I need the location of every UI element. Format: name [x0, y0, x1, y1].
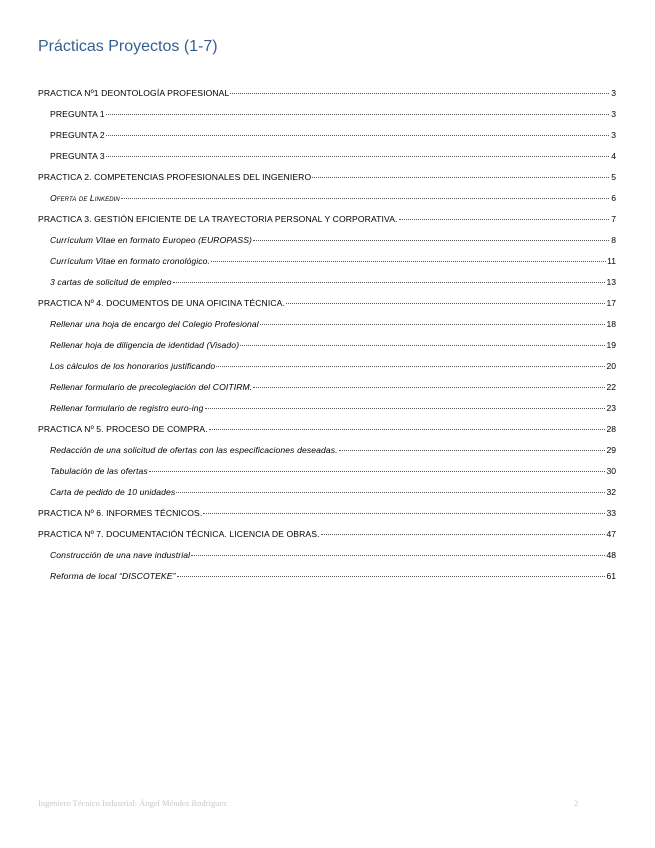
toc-entry-label: PRACTICA 3. GESTIÓN EFICIENTE DE LA TRAYECTORIA PERSONAL Y CORPORATIVA.	[38, 214, 398, 224]
toc-entry-page: 4	[611, 151, 616, 161]
toc-entry-label: 3 cartas de solicitud de empleo	[50, 277, 172, 287]
toc-dot-leader	[205, 408, 606, 409]
toc-dot-leader	[176, 492, 605, 493]
toc-entry-page: 6	[611, 193, 616, 203]
toc-entry-page: 22	[606, 382, 616, 392]
toc-dot-leader	[191, 555, 605, 556]
toc-entry-section[interactable]	[38, 528, 616, 549]
toc-entry-page: 3	[611, 109, 616, 119]
toc-entry-page: 20	[606, 361, 616, 371]
toc-entry-label: Redacción de una solicitud de ofertas con las especificaciones deseadas.	[50, 445, 338, 455]
toc-entry-label: PREGUNTA 1	[50, 109, 105, 119]
toc-entry-label: Currículum Vitae en formato Europeo (EUROPASS)	[50, 235, 253, 245]
toc-entry-label: Currículum Vitae en formato cronológico.	[50, 256, 211, 266]
toc-entry-page: 23	[606, 403, 616, 413]
toc-entry-label: PREGUNTA 3	[50, 151, 105, 161]
toc-entry-page: 11	[607, 256, 616, 266]
toc-entry-page: 61	[606, 571, 616, 581]
toc-dot-leader	[399, 219, 609, 220]
toc-entry-label: Carta de pedido de 10 unidades	[50, 487, 176, 497]
toc-entry-label: PRACTICA Nº1 DEONTOLOGÍA PROFESIONAL	[38, 88, 230, 98]
toc-entry-subsection[interactable]	[38, 150, 616, 171]
toc-entry-label: Tabulación de las ofertas	[50, 466, 148, 476]
table-of-contents	[38, 87, 616, 591]
toc-dot-leader	[260, 324, 606, 325]
toc-entry-page: 3	[611, 88, 616, 98]
footer-author: Ingeniero Técnico Industrial: Ángel Méndez Rodríguez	[38, 798, 227, 808]
toc-entry-section[interactable]	[38, 87, 616, 108]
toc-entry-label: Rellenar formulario de precolegiación del COITIRM.	[50, 382, 253, 392]
toc-entry-subsection[interactable]	[38, 465, 616, 486]
toc-entry-page: 32	[606, 487, 616, 497]
toc-entry-page: 18	[606, 319, 616, 329]
toc-entry-page: 33	[606, 508, 616, 518]
toc-dot-leader	[312, 177, 609, 178]
toc-dot-leader	[286, 303, 605, 304]
toc-entry-subsection[interactable]	[38, 192, 616, 213]
toc-entry-section[interactable]	[38, 297, 616, 318]
toc-entry-page: 7	[611, 214, 616, 224]
toc-entry-page: 48	[606, 550, 616, 560]
toc-dot-leader	[121, 198, 609, 199]
toc-dot-leader	[203, 513, 605, 514]
toc-entry-subsection[interactable]	[38, 108, 616, 129]
toc-entry-page: 5	[611, 172, 616, 182]
toc-entry-label: PRACTICA Nº 7. DOCUMENTACIÓN TÉCNICA. LICENCIA DE OBRAS.	[38, 529, 320, 539]
toc-entry-subsection[interactable]	[38, 570, 616, 591]
toc-entry-label: Oferta de Linkedin	[50, 193, 120, 203]
toc-entry-page: 17	[606, 298, 616, 308]
toc-dot-leader	[240, 345, 605, 346]
toc-entry-subsection[interactable]	[38, 255, 616, 276]
toc-dot-leader	[106, 156, 609, 157]
toc-entry-subsection[interactable]	[38, 549, 616, 570]
toc-entry-page: 29	[606, 445, 616, 455]
toc-entry-subsection[interactable]	[38, 402, 616, 423]
toc-entry-subsection[interactable]	[38, 276, 616, 297]
toc-dot-leader	[177, 576, 606, 577]
toc-entry-label: PRACTICA Nº 6. INFORMES TÉCNICOS.	[38, 508, 203, 518]
toc-entry-label: Reforma de local “DISCOTEKE”	[50, 571, 176, 581]
toc-entry-page: 30	[606, 466, 616, 476]
toc-entry-subsection[interactable]	[38, 129, 616, 150]
toc-dot-leader	[253, 240, 609, 241]
toc-entry-page: 28	[606, 424, 616, 434]
toc-dot-leader	[209, 429, 606, 430]
document-title: Prácticas Proyectos (1-7)	[38, 38, 218, 55]
toc-entry-subsection[interactable]	[38, 486, 616, 507]
toc-entry-label: PRACTICA Nº 5. PROCESO DE COMPRA.	[38, 424, 208, 434]
toc-entry-subsection[interactable]	[38, 318, 616, 339]
toc-dot-leader	[253, 387, 605, 388]
toc-entry-subsection[interactable]	[38, 444, 616, 465]
toc-entry-label: Rellenar hoja de diligencia de identidad (Visado)	[50, 340, 240, 350]
toc-entry-section[interactable]	[38, 213, 616, 234]
toc-dot-leader	[216, 366, 605, 367]
toc-entry-subsection[interactable]	[38, 360, 616, 381]
toc-entry-section[interactable]	[38, 171, 616, 192]
toc-entry-label: Rellenar una hoja de encargo del Colegio Profesional	[50, 319, 259, 329]
toc-entry-subsection[interactable]	[38, 381, 616, 402]
toc-entry-label: PRACTICA 2. COMPETENCIAS PROFESIONALES DEL INGENIERO	[38, 172, 312, 182]
toc-dot-leader	[211, 261, 606, 262]
toc-entry-label: PRACTICA Nº 4. DOCUMENTOS DE UNA OFICINA TÉCNICA.	[38, 298, 285, 308]
toc-entry-page: 8	[611, 235, 616, 245]
toc-dot-leader	[106, 135, 609, 136]
toc-entry-label: PREGUNTA 2	[50, 130, 105, 140]
toc-dot-leader	[339, 450, 606, 451]
toc-entry-subsection[interactable]	[38, 234, 616, 255]
toc-entry-label: Rellenar formulario de registro euro-ing	[50, 403, 204, 413]
toc-entry-section[interactable]	[38, 507, 616, 528]
toc-entry-page: 47	[606, 529, 616, 539]
toc-entry-page: 3	[611, 130, 616, 140]
toc-entry-label: Los cálculos de los honorarios justificando	[50, 361, 216, 371]
toc-entry-subsection[interactable]	[38, 339, 616, 360]
toc-dot-leader	[321, 534, 606, 535]
toc-dot-leader	[106, 114, 609, 115]
toc-entry-page: 13	[606, 277, 616, 287]
toc-dot-leader	[173, 282, 606, 283]
toc-entry-section[interactable]	[38, 423, 616, 444]
toc-dot-leader	[230, 93, 609, 94]
toc-entry-page: 19	[606, 340, 616, 350]
toc-dot-leader	[149, 471, 606, 472]
footer-page-number: 2	[574, 798, 579, 808]
toc-entry-label: Construcción de una nave industrial	[50, 550, 191, 560]
